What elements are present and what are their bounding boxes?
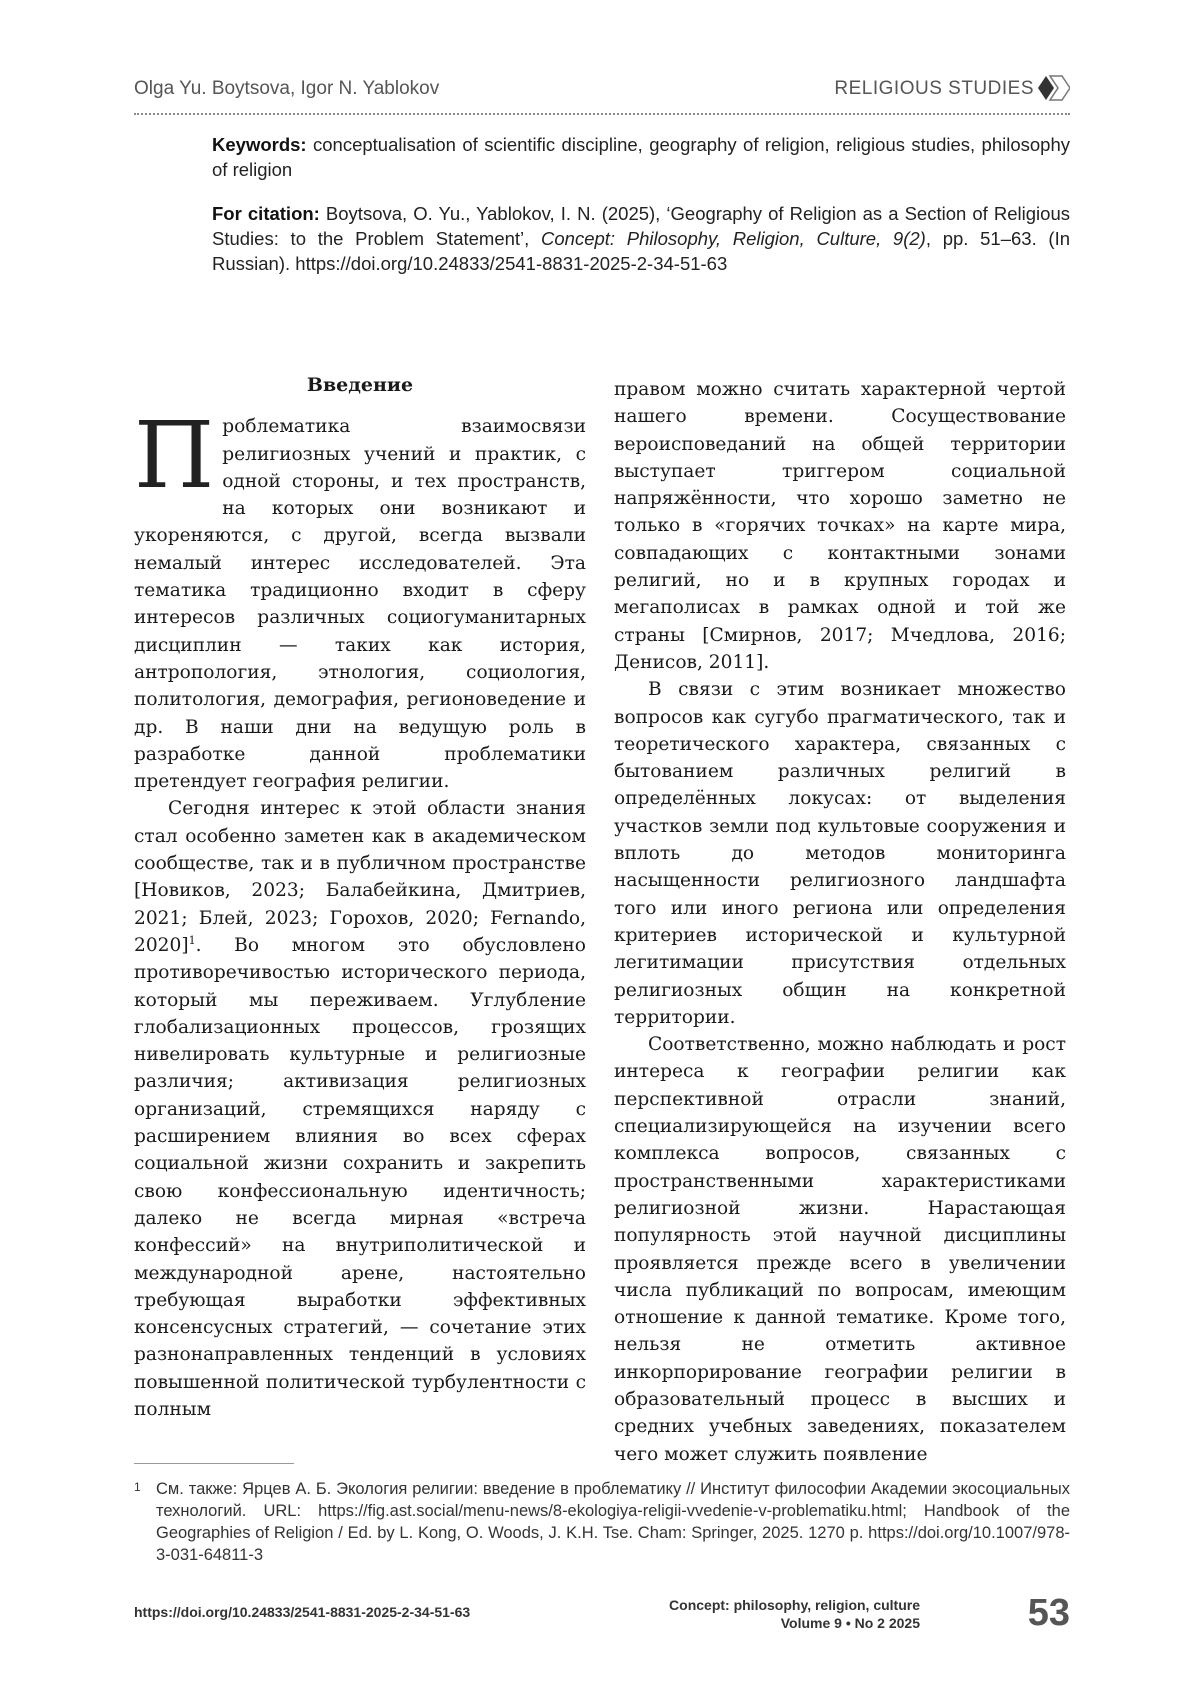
footnote-text: См. также: Ярцев А. Б. Экология религии: введение в проблематику // Институт философии Академии экосоциальных технологий. URL: https://fig.ast.social/menu-news/8-ekologiya-religii-vvedenie-v-problematiku.html; Handbook of the Geographies of Religion / Ed. by L. Kong, O. Woods, J. K.H. Tse. Cham: Springer, 2025. 1270 p. https://doi.org/10.1007/978-3-031-64811-3 bbox=[156, 1480, 1070, 1564]
page-footer bbox=[134, 1592, 1070, 1640]
keywords-text: conceptualisation of scientific discipline, geography of religion, religious studies, philosophy of religion bbox=[212, 134, 1071, 180]
diamond-logo-icon bbox=[1038, 74, 1070, 102]
paragraph-interest-cont: . Во многом это обусловлено противоречивостью исторического периода, который мы переживаем. Углубление глобализационных процессов, грозящих нивелировать культурные и религиозные различия; активизация религиозных организаций, стремящихся наряду с расширением влияния во всех сферах социальной жизни сохранить и закрепить свою конфессиональную идентичность; далеко не всегда мирная «встреча конфессий» на внутриполитической и международной арене, настоятельно требующая выработки эффективных консенсусных стратегий, — сочетание этих разнонаправленных тенденций в условиях повышенной политической турбулентности с полным bbox=[134, 934, 586, 1420]
footnote-ref[interactable]: 1 bbox=[188, 933, 196, 947]
paragraph-growth: Соответственно, можно наблюдать и рост интереса к географии религии как перспективной отрасли знаний, специализирующейся на изучении всего комплекса вопросов, связанных с пространственными характеристиками религиозной жизни. Нарастающая популярность этой научной дисциплины проявляется прежде всего в увеличении числа публикаций по вопросам, имеющим отношение к данной тематике. Кроме того, нельзя не отметить активное инкорпорирование географии религии в образовательный процесс в высших и средних учебных заведениях, показателем чего может служить появление bbox=[614, 1034, 1066, 1465]
section-title: Введение bbox=[306, 374, 414, 396]
running-head bbox=[134, 74, 1070, 104]
paragraph-interest-text: Сегодня интерес к этой области знания стал особенно заметен как в академическом сообществе, так и в публичном пространстве [Новиков, 2023; Балабейкина, Дмитриев, 2021; Блей, 2023; Горохов, 2020; Fernando, 2020] bbox=[134, 798, 586, 956]
citation-block bbox=[212, 201, 1070, 276]
paragraph-interest bbox=[134, 795, 586, 1423]
running-head-authors: Olga Yu. Boytsova, Igor N. Yablokov bbox=[134, 78, 440, 99]
keywords-block bbox=[212, 132, 1070, 182]
header-divider bbox=[134, 113, 1070, 115]
footnote bbox=[134, 1478, 1070, 1566]
paragraph-continuation: правом можно считать характерной чертой нашего времени. Сосуществование вероисповеданий на общей территории выступает триггером социальной напряжённости, что хорошо заметно не только в «горячих точках» на карте мира, совпадающих с контактными зонами религий, но и в крупных городах и мегаполисах в рамках одной и той же страны [Смирнов, 2017; Мчедлова, 2016; Денисов, 2011]. bbox=[614, 379, 1066, 673]
paragraph-questions: В связи с этим возникает множество вопросов как сугубо прагматического, так и теоретического характера, связанных с бытованием различных религий в определённых локусах: от выделения участков земли под культовые сооружения и вплоть до методов мониторинга насыщенности религиозного ландшафта того или иного региона или определения критериев исторической и культурной легитимации присутствия отдельных религиозных общин на конкретной территории. bbox=[614, 679, 1066, 1028]
citation-text: Boytsova, O. Yu., Yablokov, I. N. (2025), ‘Geography of Religion as a Section of Religious Studies: to the Problem Statement’, bbox=[212, 203, 1070, 249]
citation-label: For citation: bbox=[212, 203, 320, 224]
footer-journal bbox=[669, 1596, 920, 1632]
footer-doi-link[interactable]: https://doi.org/10.24833/2541-8831-2025-2-34-51-63 bbox=[134, 1604, 471, 1620]
page-number: 53 bbox=[1027, 1592, 1070, 1634]
paragraph-intro bbox=[134, 402, 586, 795]
footer-issue: Volume 9 • No 2 2025 bbox=[780, 1615, 920, 1631]
footnote-divider bbox=[134, 1463, 294, 1464]
citation-journal: Concept: Philosophy, Religion, Culture, 9(2) bbox=[541, 228, 926, 249]
keywords-label: Keywords: bbox=[212, 134, 307, 155]
footer-journal-title: Concept: philosophy, religion, culture bbox=[669, 1597, 920, 1613]
footnote-mark: 1 bbox=[134, 1480, 141, 1494]
citation-tail: , pp. 51–63. (In Russian). https://doi.org/10.24833/2541-8831-2025-2-34-51-63 bbox=[212, 228, 1071, 274]
drop-cap: П bbox=[134, 402, 215, 510]
running-head-section: RELIGIOUS STUDIES bbox=[834, 78, 1034, 99]
paragraph-intro-text: роблематика взаимосвязи религиозных учений и практик, с одной стороны, и тех пространств, на которых они возникают и укореняются, с другой, всегда вызвали немалый интерес исследователей. Эта тематика традиционно входит в сферу интересов различных социогуманитарных дисциплин — таких как история, антропология, этнология, социология, политология, демография, регионоведение и др. В наши дни на ведущую роль в разработке данной проблематики претендует география религии. bbox=[134, 416, 586, 793]
right-column bbox=[614, 376, 1066, 1468]
left-column bbox=[134, 372, 586, 1423]
